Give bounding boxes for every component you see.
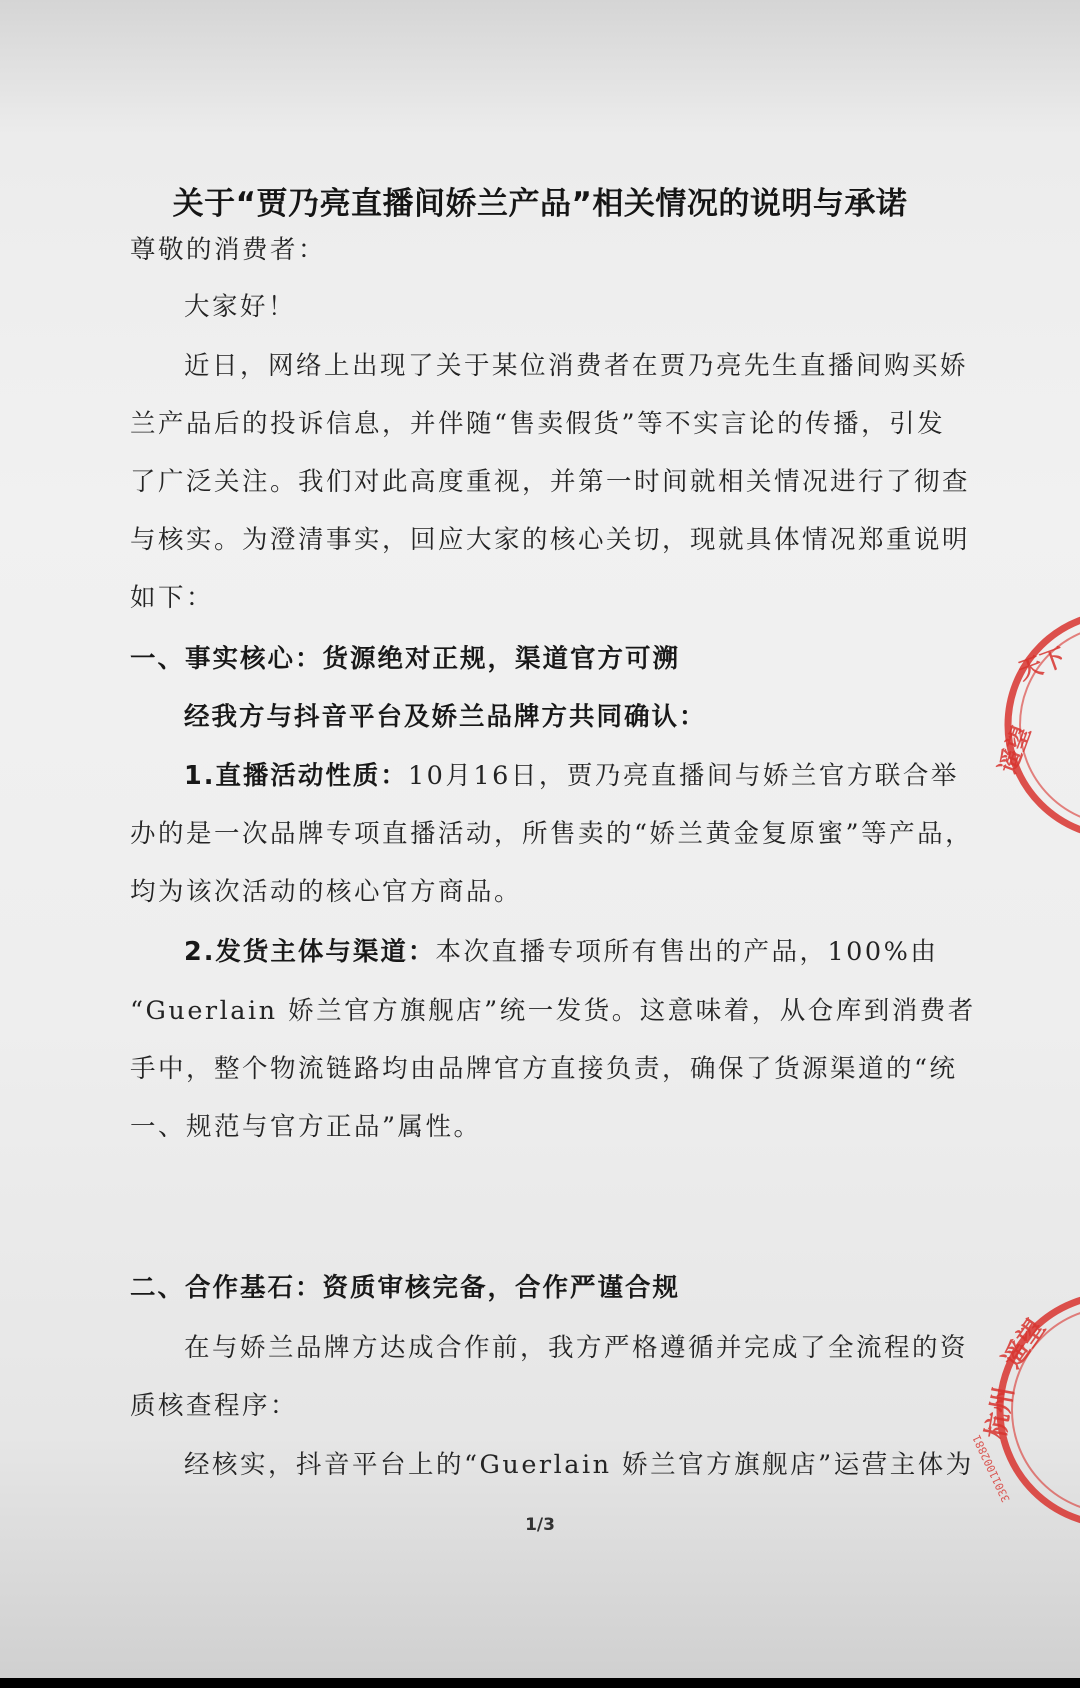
item-1-line-2: 办的是一次品牌专项直播活动，所售卖的“娇兰黄金复原蜜”等产品， [130, 819, 974, 849]
item-2-line-4: 一、规范与官方正品”属性。 [130, 1112, 482, 1142]
section-1-heading: 一、事实核心：货源绝对正规，渠道官方可溯 [130, 644, 681, 674]
company-seal-bottom [970, 1300, 1080, 1530]
item-1-first-line [184, 756, 959, 792]
item-2-first-line [184, 932, 938, 968]
document-title: 关于“贾乃亮直播间娇兰产品”相关情况的说明与承诺 [172, 186, 908, 222]
intro-line-3: 了广泛关注。我们对此高度重视，并第一时间就相关情况进行了彻查 [130, 467, 971, 497]
item-1-label: 1.直播活动性质： [184, 761, 408, 791]
company-seal-top [993, 600, 1080, 850]
item-1-text: 10月16日，贾乃亮直播间与娇兰官方联合举 [407, 761, 959, 791]
section-2-line-3: 经核实，抖音平台上的“Guerlain 娇兰官方旗舰店”运营主体为 [184, 1450, 974, 1480]
section-2-line-2: 质核查程序： [130, 1391, 299, 1421]
svg-text:遥望: 遥望 [993, 722, 1037, 778]
item-2-line-3: 手中，整个物流链路均由品牌官方直接负责，确保了货源渠道的“统 [130, 1054, 958, 1084]
svg-text:天下: 天下 [1014, 642, 1070, 686]
intro-line-4: 与核实。为澄清事实，回应大家的核心关切，现就具体情况郑重说明 [130, 525, 971, 555]
svg-text:遥望: 遥望 [997, 1314, 1052, 1375]
section-1-lead: 经我方与抖音平台及娇兰品牌方共同确认： [184, 702, 707, 732]
intro-line-5: 如下： [130, 583, 215, 613]
item-1-line-3: 均为该次活动的核心官方商品。 [130, 877, 523, 907]
item-2-label: 2.发货主体与渠道： [184, 937, 436, 967]
greeting: 大家好！ [184, 292, 297, 322]
salutation: 尊敬的消费者： [130, 235, 327, 265]
svg-text:杭州: 杭州 [981, 1384, 1020, 1442]
section-2-line-1: 在与娇兰品牌方达成合作前，我方严格遵循并完成了全流程的资 [184, 1333, 969, 1363]
svg-text:33011002881: 33011002881 [970, 1432, 1013, 1505]
section-2-heading: 二、合作基石：资质审核完备，合作严谨合规 [130, 1273, 681, 1303]
intro-line-1: 近日，网络上出现了关于某位消费者在贾乃亮先生直播间购买娇 [184, 351, 969, 381]
item-2-text: 本次直播专项所有售出的产品，100%由 [435, 937, 939, 967]
page-number: 1/3 [525, 1515, 555, 1535]
bottom-edge [0, 1678, 1080, 1688]
item-2-line-2: “Guerlain 娇兰官方旗舰店”统一发货。这意味着，从仓库到消费者 [130, 996, 976, 1026]
intro-line-2: 兰产品后的投诉信息，并伴随“售卖假货”等不实言论的传播，引发 [130, 409, 946, 439]
